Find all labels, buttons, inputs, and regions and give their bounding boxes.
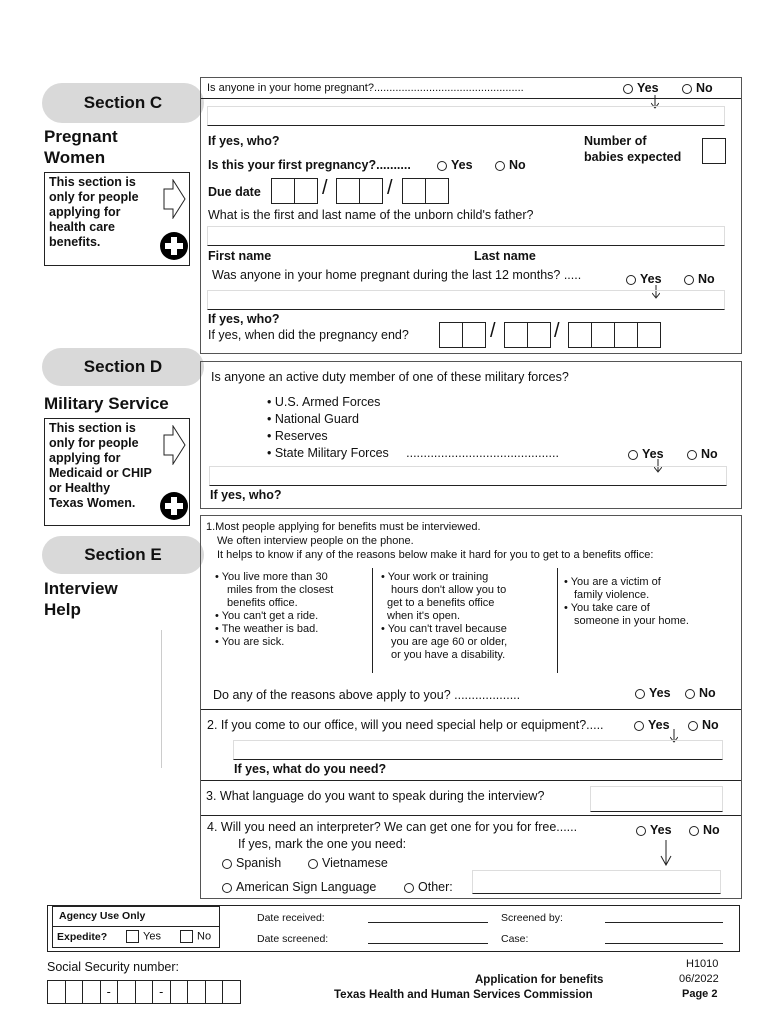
reasons-col-2: • Your work or training hours don't allow you to get to a benefits office when it's open. • You can't travel because you are age 60 or older, or you have a disability. <box>381 571 508 661</box>
pregnant-yes[interactable]: Yes <box>623 81 659 95</box>
date-screened-label: Date screened: <box>257 933 329 945</box>
option-spanish[interactable]: Spanish <box>222 856 281 870</box>
military-question: Is anyone an active duty member of one of these military forces? <box>211 370 569 384</box>
if-yes-who-label: If yes, who? <box>208 134 280 148</box>
military-no[interactable]: No <box>687 447 718 461</box>
last-name-label: Last name <box>474 249 536 263</box>
option-other[interactable]: Other: <box>404 880 453 894</box>
end-month-2[interactable] <box>462 322 486 348</box>
end-day-2[interactable] <box>527 322 551 348</box>
first-pregnancy-yes[interactable]: Yes <box>437 158 473 172</box>
pregnancy-end-question: If yes, when did the pregnancy end? <box>208 328 409 342</box>
reasons-col-1: • You live more than 30 miles from the closest benefits office. • You can't get a ride. • The weather is bad. • You are sick. <box>215 571 334 648</box>
form-date: 06/2022 <box>679 973 719 985</box>
special-help-input[interactable] <box>233 740 723 760</box>
case-label: Case: <box>501 933 529 945</box>
pregnant-12-who-input[interactable] <box>207 290 725 310</box>
first-name-label: First name <box>208 249 272 263</box>
end-month-1[interactable] <box>439 322 463 348</box>
language-question: 3. What language do you want to speak during the interview? <box>206 789 545 803</box>
ssn-input[interactable]: - - <box>47 980 255 1004</box>
section-d-title: Military Service <box>44 394 169 413</box>
section-e-label: Section E <box>42 536 204 574</box>
section-c-note: This section is only for people applying for health care benefits. <box>44 172 190 266</box>
medical-cross-icon <box>159 491 189 521</box>
section-c-label: Section C <box>42 83 204 123</box>
screened-by-label: Screened by: <box>501 912 563 924</box>
ssn-label: Social Security number: <box>47 960 180 974</box>
babies-label: Number of babies expected <box>584 134 682 164</box>
end-year-3[interactable] <box>614 322 638 348</box>
special-help-yes[interactable]: Yes <box>634 718 670 732</box>
expedite-yes[interactable]: Yes <box>126 930 161 943</box>
option-vietnamese[interactable]: Vietnamese <box>308 856 388 870</box>
reasons-col-3: • You are a victim of family violence. • You take care of someone in your home. <box>564 576 689 627</box>
slash: / <box>387 177 393 199</box>
first-pregnancy-no[interactable]: No <box>495 158 526 172</box>
arrow-right-icon <box>163 179 187 219</box>
medical-cross-icon <box>159 231 189 261</box>
slash: / <box>554 320 560 342</box>
other-language-input[interactable] <box>472 870 721 894</box>
date-received-label: Date received: <box>257 912 325 924</box>
due-date-year-2[interactable] <box>425 178 449 204</box>
footer-agency: Texas Health and Human Services Commission <box>334 989 593 1001</box>
form-number: H1010 <box>686 958 719 970</box>
section-d-label: Section D <box>42 348 204 386</box>
section-d-note: This section is only for people applying for Medicaid or CHIP or Healthy Texas Women. <box>44 418 190 526</box>
arrow-right-icon <box>163 425 187 465</box>
end-year-2[interactable] <box>591 322 615 348</box>
pregnant-no[interactable]: No <box>682 81 713 95</box>
reasons-question: Do any of the reasons above apply to you? ................... <box>213 688 521 702</box>
if-yes-who-label-2: If yes, who? <box>208 312 280 326</box>
language-input[interactable] <box>590 786 723 812</box>
father-question: What is the first and last name of the unborn child's father? <box>208 208 534 222</box>
military-who-input[interactable] <box>209 466 727 486</box>
military-forces-list: • U.S. Armed Forces • National Guard • Reserves • State Military Forces ............................................ <box>267 395 559 460</box>
military-yes[interactable]: Yes <box>628 447 664 461</box>
interpreter-yes[interactable]: Yes <box>636 823 672 837</box>
expedite-label: Expedite? <box>57 931 108 943</box>
babies-expected-input[interactable] <box>702 138 726 164</box>
page-number: Page 2 <box>682 988 718 1000</box>
reasons-no[interactable]: No <box>685 686 716 700</box>
due-date-year-1[interactable] <box>402 178 426 204</box>
slash: / <box>490 320 496 342</box>
special-help-no[interactable]: No <box>688 718 719 732</box>
end-day-1[interactable] <box>504 322 528 348</box>
due-date-month-2[interactable] <box>294 178 318 204</box>
interpreter-no[interactable]: No <box>689 823 720 837</box>
interpreter-mark-label: If yes, mark the one you need: <box>238 837 407 851</box>
section-c-title: Pregnant Women <box>44 127 118 167</box>
father-name-input[interactable] <box>207 226 725 246</box>
special-help-need-label: If yes, what do you need? <box>234 762 387 776</box>
end-year-1[interactable] <box>568 322 592 348</box>
pregnant-12-question: Was anyone in your home pregnant during the last 12 months? ..... <box>212 268 582 282</box>
due-date-day-2[interactable] <box>359 178 383 204</box>
due-date-month-1[interactable] <box>271 178 295 204</box>
pregnant-who-input[interactable] <box>207 106 725 126</box>
reasons-yes[interactable]: Yes <box>635 686 671 700</box>
pregnant-12-yes[interactable]: Yes <box>626 272 662 286</box>
option-asl[interactable]: American Sign Language <box>222 880 376 894</box>
due-date-label: Due date <box>208 185 261 199</box>
special-help-question: 2. If you come to our office, will you need special help or equipment?..... <box>207 718 604 732</box>
due-date-day-1[interactable] <box>336 178 360 204</box>
expedite-no[interactable]: No <box>180 930 211 943</box>
arrow-down-icon <box>660 840 672 866</box>
interpreter-question: 4. Will you need an interpreter? We can get one for you for free...... <box>207 820 578 834</box>
military-if-yes-who: If yes, who? <box>210 488 282 502</box>
agency-use-title: Agency Use Only <box>59 910 146 922</box>
interview-intro: 1.Most people applying for benefits must be interviewed. We often interview people on the phone. It helps to know if any of the reasons below make it hard for you to get to a benefits office: <box>206 521 654 561</box>
pregnant-12-no[interactable]: No <box>684 272 715 286</box>
section-e-title: Interview Help <box>44 579 118 619</box>
slash: / <box>322 177 328 199</box>
footer-app-title: Application for benefits <box>475 974 604 986</box>
pregnant-question: Is anyone in your home pregnant?................................................. <box>207 82 524 94</box>
end-year-4[interactable] <box>637 322 661 348</box>
first-pregnancy-question: Is this your first pregnancy?.......... <box>208 158 411 172</box>
